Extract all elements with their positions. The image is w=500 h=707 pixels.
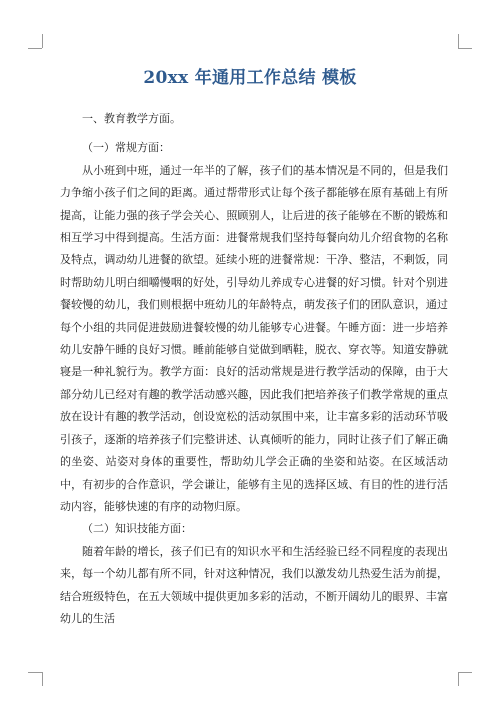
document-title: 20xx 年通用工作总结 模板 — [143, 68, 357, 88]
paragraph-skills: 随着年龄的增长，孩子们已有的知识水平和生活经验已经不同程度的表现出来，每一个幼儿都有所不同，针对这种情况，我们以激发幼儿热爱生活为前提，结合班级特色，在五大领域中提供更加多彩的活动，不断开阔幼儿的眼界、丰富幼儿的生活 — [60, 544, 448, 625]
subsection-heading-routine: （一）常规方面： — [82, 141, 170, 155]
paragraph-routine: 从小班到中班，通过一年半的了解，孩子们的基本情况是不同的，但是我们力争缩小孩子们之间的距离。通过帮带形式让每个孩子都能够在原有基础上有所提高，让能力强的孩子学会关心、照顾别人，让后进的孩子能够在不断的锻炼和相互学习中得到提高。生活方面：进餐常规我们坚持每餐向幼儿介绍食物的名称及特点，调动幼儿进餐的欲望。延续小班的进餐常规：干净、整洁，不剩饭，同时帮助幼儿明白细嚼慢咽的好处，引导幼儿养成专心进餐的好习惯。针对个别进餐较慢的幼儿，我们则根据中班幼儿的年龄特点，萌发孩子们的团队意识，通过每个小组的共同促进鼓励进餐较慢的幼儿能够专心进餐。午睡方面：进一步培养幼儿安静午睡的良好习惯。睡前能够自觉做到晒鞋，脱衣、穿衣等。知道安静就寝是一种礼貌行为。教学方面：良好的活动常规是进行教学活动的保障，由于大部分幼儿已经对有趣的教学活动感兴趣，因此我们把培养孩子们教学常规的重点放在设计有趣的教学活动，创设宽松的活动氛围中来，让丰富多彩的活动环节吸引孩子，逐渐的培养孩子们完整讲述、认真倾听的能力，同时让孩子们了解正确的坐姿、站姿对身体的重要性，帮助幼儿学会正确的坐姿和站姿。在区域活动中，有初步的合作意识，学会谦让，能够有主见的选择区域、有目的性的进行活动内容，能够快速的有序的动物归原。 — [60, 163, 448, 513]
document-body — [60, 108, 448, 630]
section-heading-education: 一、教育教学方面。 — [82, 112, 181, 125]
subsection-heading-skills: （二）知识技能方面： — [82, 522, 192, 536]
